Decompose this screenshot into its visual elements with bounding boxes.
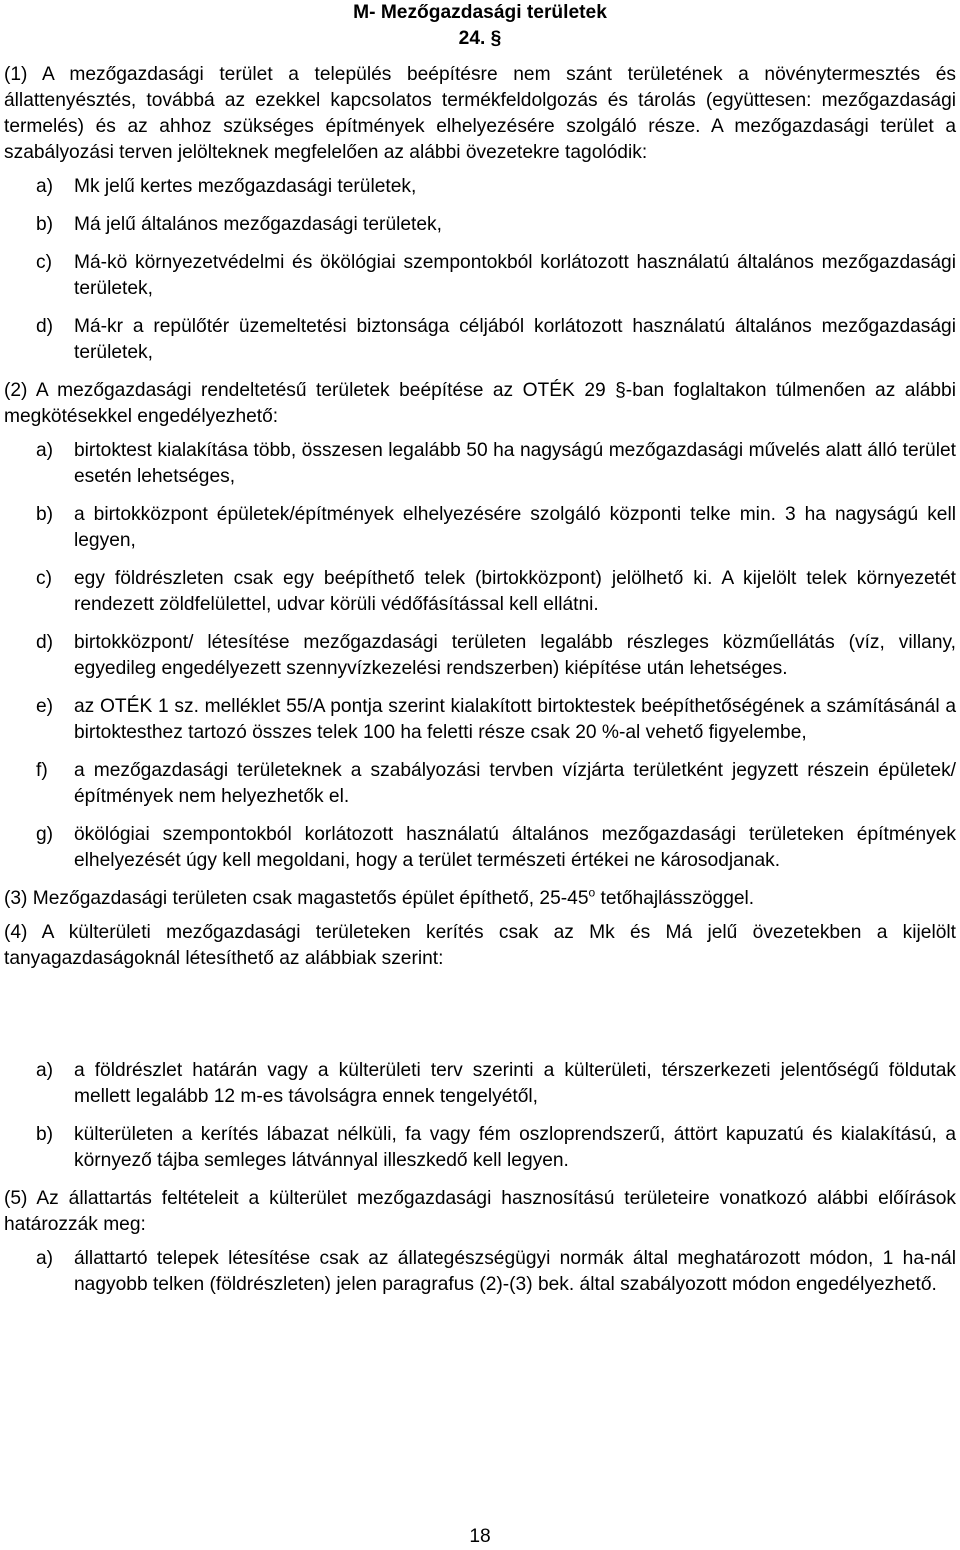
paragraph-2-intro: (2) A mezőgazdasági rendeltetésű területek beépítése az OTÉK 29 §-ban foglaltakon túlmenően az alábbi megkötésekkel engedélyezhető: bbox=[4, 380, 956, 427]
list-item bbox=[4, 694, 956, 746]
list-item bbox=[4, 1058, 956, 1110]
list-item-text: Má-kö környezetvédelmi és ökölógiai szempontokból korlátozott használatú általános mezőgazdasági területek, bbox=[74, 252, 956, 299]
paragraph-3 bbox=[4, 886, 956, 912]
list-item-label: b) bbox=[36, 504, 54, 525]
section-number: 24. § bbox=[458, 28, 502, 49]
list-item-text: Mk jelű kertes mezőgazdasági területek, bbox=[74, 176, 417, 197]
list-item-text: Má jelű általános mezőgazdasági területek, bbox=[74, 214, 442, 235]
list-item-label: d) bbox=[36, 316, 54, 337]
list-item bbox=[4, 758, 956, 810]
list-item bbox=[4, 250, 956, 302]
page-number: 18 bbox=[469, 1526, 491, 1547]
page-title: M- Mezőgazdasági területek bbox=[353, 2, 607, 23]
paragraph-3-text-after: tetőhajlásszöggel. bbox=[595, 888, 755, 909]
list-item bbox=[4, 822, 956, 874]
list-item bbox=[4, 174, 956, 200]
list-item-label: a) bbox=[36, 176, 54, 197]
paragraph-5-items bbox=[4, 1246, 956, 1298]
list-item-label: g) bbox=[36, 824, 54, 845]
list-item-label: b) bbox=[36, 214, 54, 235]
list-item-text: az OTÉK 1 sz. melléklet 55/A pontja szerint kialakított birtoktestek beépíthetőségének a számításánál a birtoktesthez tartozó összes telek 100 ha feletti része csak 20 %-al vehető figyelembe, bbox=[74, 696, 956, 743]
list-item-text: a mezőgazdasági területeknek a szabályozási tervben vízjárta területként jegyzett részein épületek/építmények nem helyezhetők el. bbox=[74, 760, 956, 807]
list-item bbox=[4, 314, 956, 366]
list-item bbox=[4, 1122, 956, 1174]
list-item-text: a birtokközpont épületek/építmények elhelyezésére szolgáló központi telke min. 3 ha nagyságú kell legyen, bbox=[74, 504, 956, 551]
list-item-label: c) bbox=[36, 568, 52, 589]
list-item-label: f) bbox=[36, 760, 48, 781]
list-item bbox=[4, 1246, 956, 1298]
list-item bbox=[4, 212, 956, 238]
paragraph-1-items bbox=[4, 174, 956, 366]
list-item-text: egy földrészleten csak egy beépíthető telek (birtokközpont) jelölhető ki. A kijelölt telek környezetét rendezett zöldfelülettel, udvar körüli védőfásítással kell ellátni. bbox=[74, 568, 956, 615]
paragraph-2-items bbox=[4, 438, 956, 874]
list-item-text: állattartó telepek létesítése csak az állategészségügyi normák által meghatározott módon, 1 ha-nál nagyobb telken (földrészleten) jelen paragrafus (2)-(3) bek. által szabályozott módon engedélyezhető. bbox=[74, 1248, 956, 1295]
list-item-text: birtokközpont/ létesítése mezőgazdasági területen legalább részleges közműellátás (víz, villany, egyedileg engedélyezett szennyvízkezelési rendszerben) kiépítése után lehetséges. bbox=[74, 632, 956, 679]
list-item bbox=[4, 438, 956, 490]
paragraph-4-items bbox=[4, 1058, 956, 1174]
list-item-text: ökölógiai szempontokból korlátozott használatú általános mezőgazdasági területeken építmények elhelyezését úgy kell megoldani, hogy a terület természeti értékei ne károsodjanak. bbox=[74, 824, 956, 871]
paragraph-4-intro: (4) A külterületi mezőgazdasági területeken kerítés csak az Mk és Má jelű övezetekben a kijelölt tanyagazdaságoknál létesíthető az alábbiak szerint: bbox=[4, 922, 956, 969]
paragraph-1-intro: (1) A mezőgazdasági terület a település beépítésre nem szánt területének a növénytermesztés és állattenyésztés, továbbá az ezekkel kapcsolatos termékfeldolgozás és tárolás (együttesen: mezőgazdasági termelés) és az ahhoz szükséges építmények elhelyezésére szolgáló része. A mezőgazdasági terület a szabályozási terven jelölteknek megfelelően az alábbi övezetekre tagolódik: bbox=[4, 64, 956, 163]
list-item-label: b) bbox=[36, 1124, 54, 1145]
list-item-text: Má-kr a repülőtér üzemeltetési biztonsága céljából korlátozott használatú általános mezőgazdasági területek, bbox=[74, 316, 956, 363]
list-item-text: birtoktest kialakítása több, összesen legalább 50 ha nagyságú mezőgazdasági művelés alatt álló terület esetén lehetséges, bbox=[74, 440, 956, 487]
list-item bbox=[4, 502, 956, 554]
list-item-text: külterületen a kerítés lábazat nélküli, fa vagy fém oszloprendszerű, áttört kapuzatú és kialakítású, a környező tájba semleges látvánnyal illeszkedő kell legyen. bbox=[74, 1124, 956, 1171]
list-item-label: a) bbox=[36, 1060, 54, 1081]
list-item-label: c) bbox=[36, 252, 52, 273]
degree-superscript: o bbox=[588, 885, 596, 900]
blank-gap bbox=[4, 980, 956, 1058]
paragraph-5-intro: (5) Az állattartás feltételeit a külterület mezőgazdasági hasznosítású területeire vonatkozó alábbi előírások határozzák meg: bbox=[4, 1188, 956, 1235]
list-item-label: a) bbox=[36, 1248, 54, 1269]
list-item-label: a) bbox=[36, 440, 54, 461]
list-item-label: d) bbox=[36, 632, 54, 653]
list-item bbox=[4, 630, 956, 682]
paragraph-3-text-before: (3) Mezőgazdasági területen csak magastetős épület építhető, 25-45 bbox=[4, 888, 589, 909]
list-item-label: e) bbox=[36, 696, 54, 717]
list-item-text: a földrészlet határán vagy a külterületi terv szerinti a külterületi, térszerkezeti jelentőségű földutak mellett legalább 12 m-es távolságra ennek tengelyétől, bbox=[74, 1060, 956, 1107]
list-item bbox=[4, 566, 956, 618]
